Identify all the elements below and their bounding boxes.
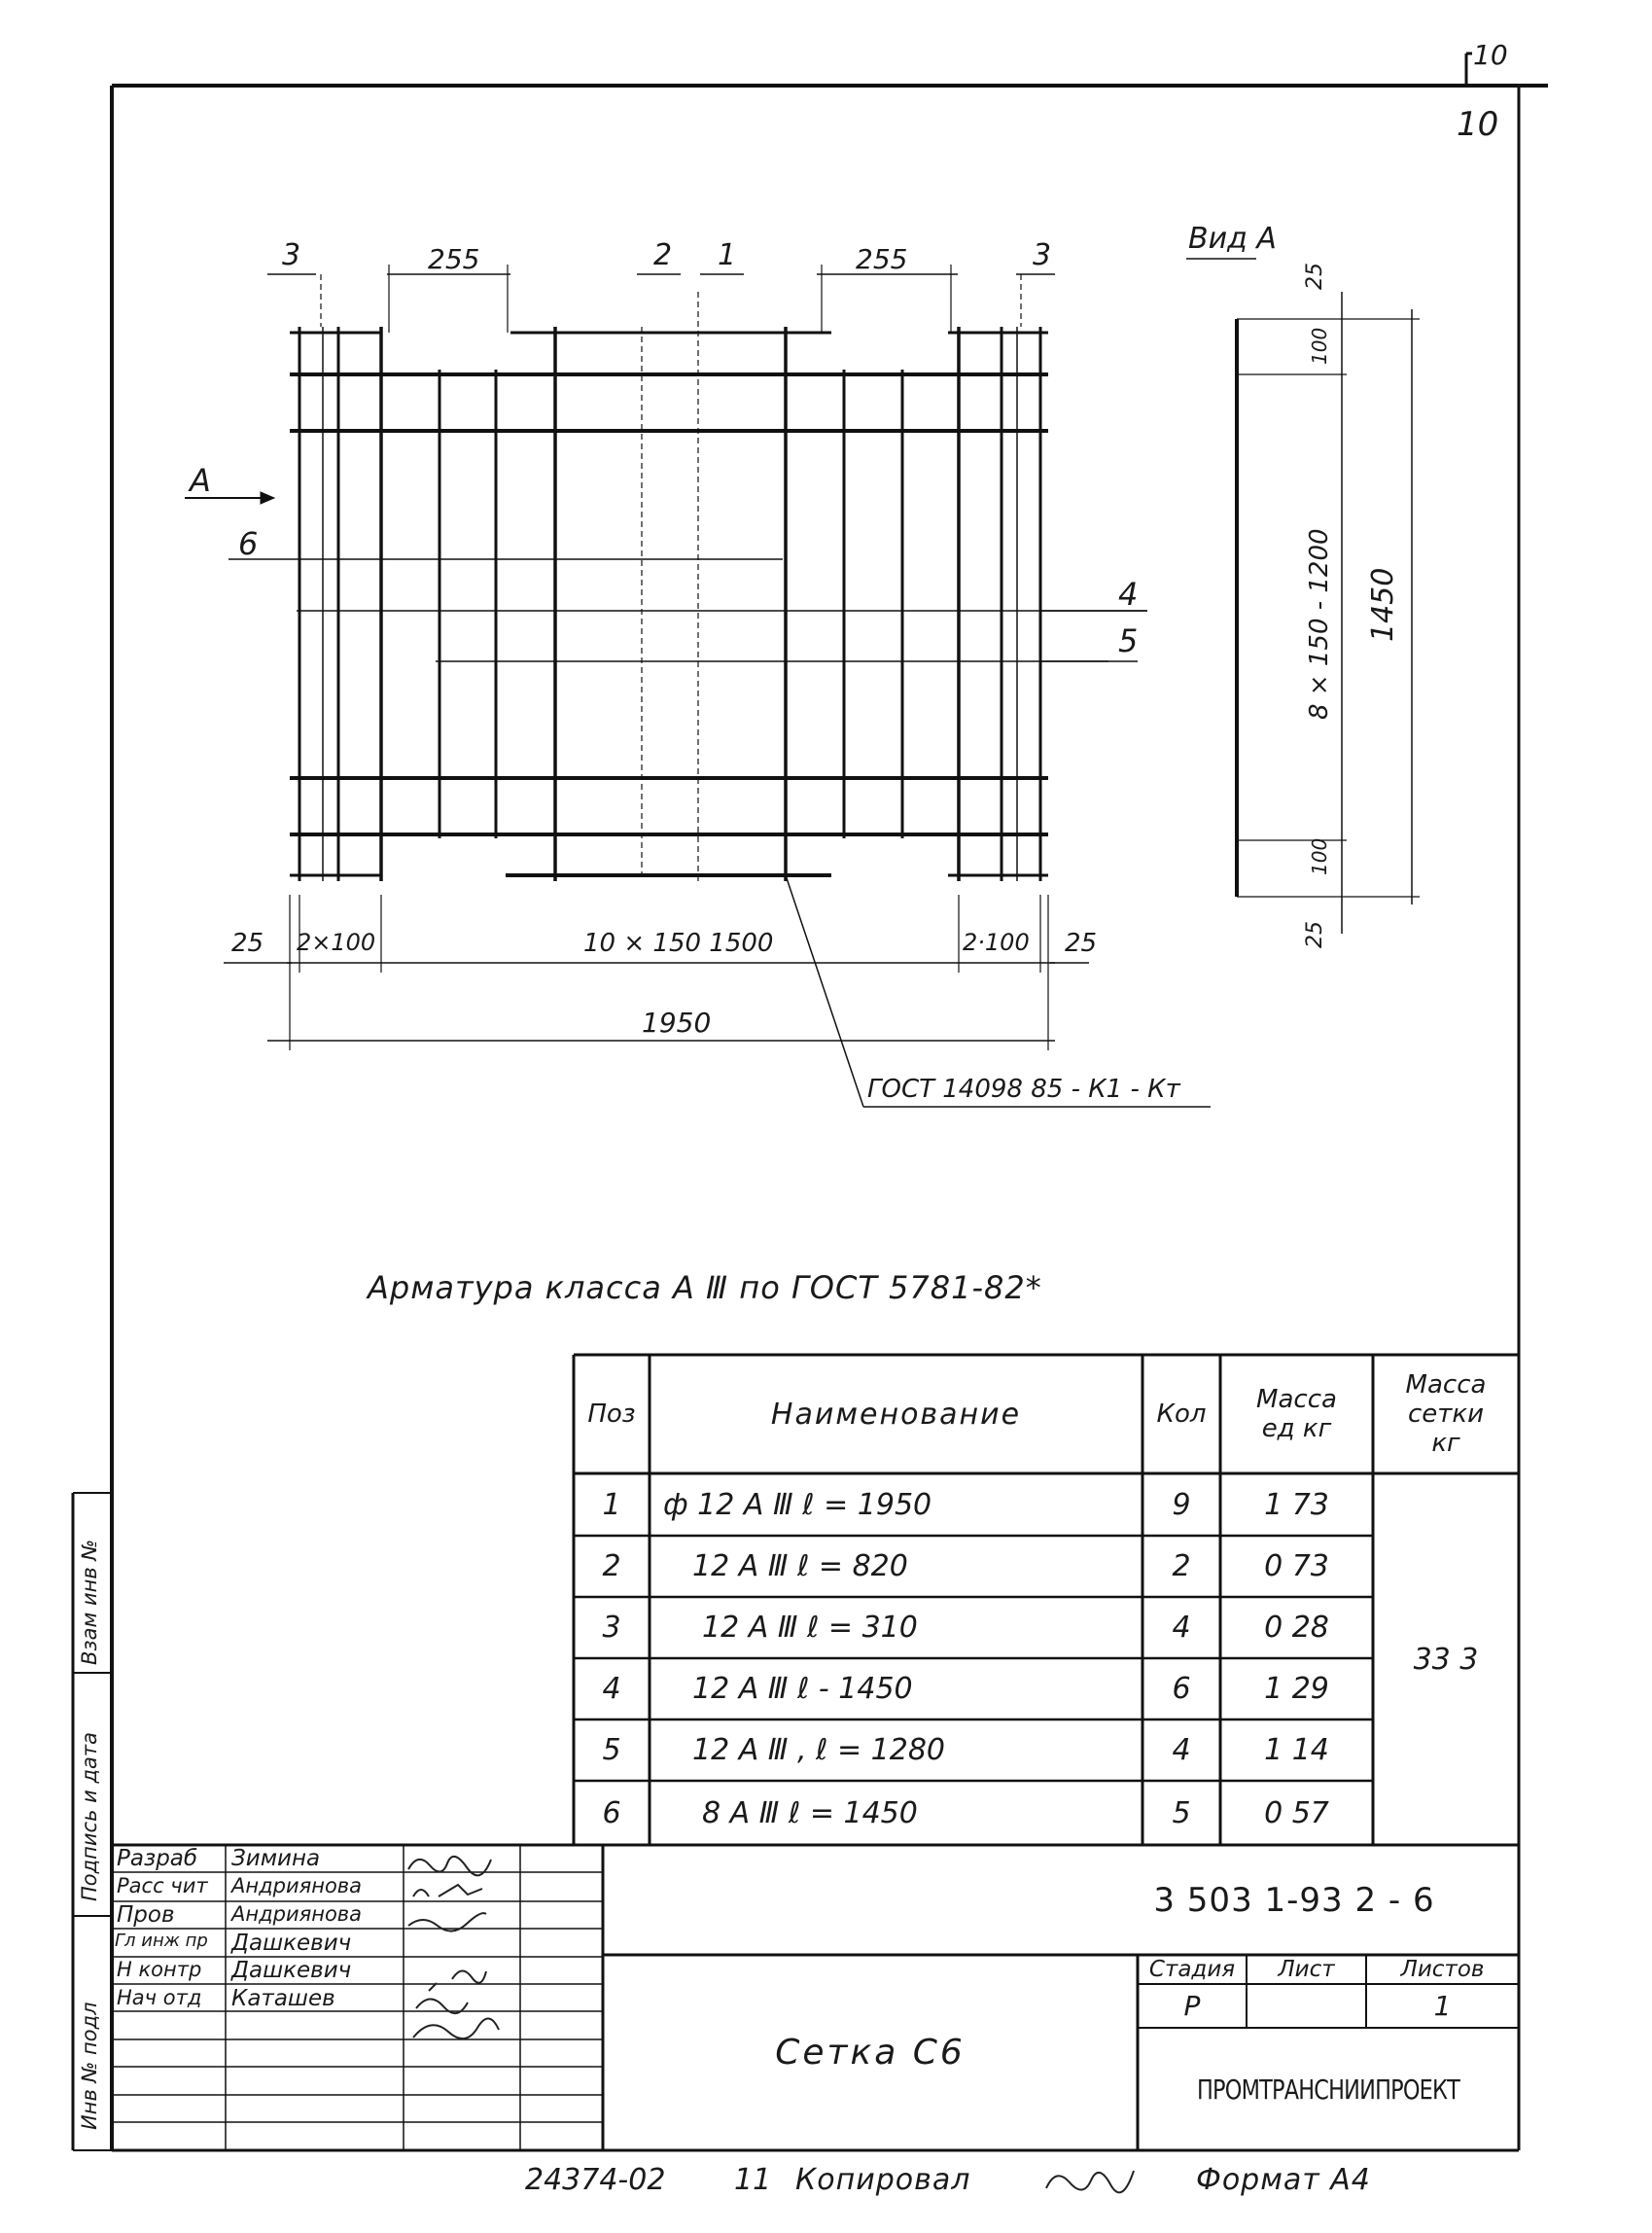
row-2-qty: 2 — [1172, 1549, 1191, 1583]
dim-25-left: 25 — [231, 929, 264, 958]
row-3-pos: 3 — [602, 1611, 621, 1645]
row-4-name: 12 А Ⅲ ℓ - 1450 — [692, 1672, 913, 1706]
header-mesh-mass: Масса сетки кг — [1405, 1370, 1487, 1458]
row-5-mass: 1 14 — [1264, 1733, 1329, 1767]
organization-name: ПРОМТРАНСНИИПРОЕКТ — [1197, 2073, 1459, 2106]
row-3-qty: 4 — [1172, 1611, 1191, 1645]
name-calculator: Андриянова — [231, 1874, 363, 1897]
row-5-qty: 4 — [1172, 1733, 1191, 1767]
stage-value: Р — [1183, 1990, 1201, 2022]
row-4-qty: 6 — [1172, 1672, 1191, 1706]
view-arrow-label: А — [190, 462, 211, 499]
row-6-mass: 0 57 — [1264, 1795, 1329, 1830]
mesh-mass-value: 33 3 — [1413, 1642, 1479, 1677]
dim-255-right: 255 — [856, 243, 908, 275]
row-6-qty: 5 — [1172, 1795, 1191, 1830]
position-1-label: 1 — [718, 238, 737, 272]
footer-marker: 11 — [734, 2163, 772, 2197]
header-pos: Поз — [587, 1400, 636, 1429]
side-dim-100-top: 100 — [1308, 327, 1331, 365]
row-5-name: 12 А Ⅲ , ℓ = 1280 — [692, 1733, 946, 1767]
name-checker: Андриянова — [231, 1902, 363, 1926]
dim-25-right: 25 — [1065, 929, 1098, 958]
position-2-label: 2 — [653, 238, 673, 272]
row-3-mass: 0 28 — [1264, 1611, 1329, 1645]
sheets-header: Листов — [1400, 1957, 1485, 1982]
side-stamp-inv-podl: Инв № подл — [78, 2002, 101, 2130]
role-department-head: Нач отд — [117, 1986, 202, 2009]
row-6-pos: 6 — [602, 1795, 621, 1830]
side-stamp-vzam-inv: Взам инв № — [78, 1539, 101, 1665]
copied-label: Копировал — [795, 2163, 971, 2197]
document-code: 3 503 1-93 2 - 6 — [1153, 1880, 1435, 1920]
row-1-pos: 1 — [602, 1487, 621, 1522]
row-5-pos: 5 — [602, 1733, 621, 1767]
position-5-label: 5 — [1118, 622, 1139, 659]
dim-2x100-right: 2·100 — [963, 929, 1030, 956]
row-1-qty: 9 — [1172, 1487, 1191, 1522]
row-1-name: ф 12 А Ⅲ ℓ = 1950 — [663, 1487, 932, 1522]
row-3-name: 12 А Ⅲ ℓ = 310 — [702, 1611, 918, 1645]
role-norm-control: Н контр — [117, 1958, 202, 1981]
side-dim-25-bottom: 25 — [1303, 921, 1327, 948]
dim-255-left: 255 — [428, 243, 480, 275]
position-6-label: 6 — [238, 525, 259, 562]
copier-signature — [1040, 2161, 1138, 2200]
row-2-mass: 0 73 — [1264, 1549, 1329, 1583]
side-dim-1450: 1450 — [1366, 567, 1400, 642]
reinforcement-note: Арматура класса А Ⅲ по ГОСТ 5781-82* — [368, 1269, 1042, 1306]
sheets-value: 1 — [1433, 1990, 1452, 2022]
position-4-label: 4 — [1118, 576, 1139, 613]
name-developer: Зимина — [231, 1846, 321, 1871]
row-4-pos: 4 — [602, 1672, 621, 1706]
view-a-title: Вид А — [1188, 222, 1277, 256]
side-dim-25-top: 25 — [1303, 263, 1327, 290]
dim-2x100-left: 2×100 — [297, 929, 376, 956]
dim-1950: 1950 — [642, 1007, 712, 1039]
stage-header: Стадия — [1148, 1957, 1236, 1982]
header-unit-mass: Масса ед кг — [1256, 1385, 1337, 1443]
header-qty: Кол — [1156, 1400, 1207, 1429]
row-1-mass: 1 73 — [1264, 1487, 1329, 1522]
sheet-value — [1247, 1984, 1366, 2028]
sheet-top-number: 10 — [1473, 39, 1508, 71]
position-3-label: 3 — [282, 238, 301, 272]
row-6-name: 8 А Ⅲ ℓ = 1450 — [702, 1795, 918, 1830]
format-label: Формат А4 — [1196, 2163, 1371, 2197]
name-norm-control: Дашкевич — [231, 1958, 352, 1983]
row-4-mass: 1 29 — [1264, 1672, 1329, 1706]
gost-callout: ГОСТ 14098 85 - К1 - Кт — [867, 1075, 1180, 1104]
side-stamp-signature-date: Подпись и дата — [78, 1732, 101, 1901]
archive-number: 24374-02 — [525, 2163, 666, 2197]
name-chief-engineer: Дашкевич — [231, 1931, 352, 1956]
name-department-head: Каташев — [231, 1986, 335, 2011]
sheet-number: 10 — [1457, 105, 1499, 144]
row-2-pos: 2 — [602, 1549, 621, 1583]
row-2-name: 12 А Ⅲ ℓ = 820 — [692, 1549, 908, 1583]
mesh-plan — [185, 265, 1211, 1107]
sheet-header: Лист — [1278, 1957, 1335, 1982]
drawing-title: Сетка С6 — [775, 2033, 966, 2073]
header-name: Наименование — [770, 1397, 1022, 1432]
dim-10x150: 10 × 150 1500 — [583, 929, 774, 958]
role-developer: Разраб — [117, 1846, 198, 1871]
role-calculator: Расс чит — [117, 1874, 208, 1897]
side-dim-8x150: 8 × 150 - 1200 — [1305, 528, 1334, 720]
role-chief-engineer: Гл инж пр — [115, 1931, 208, 1951]
position-3-right-label: 3 — [1033, 238, 1052, 272]
role-checker: Пров — [117, 1902, 175, 1928]
side-dim-100-bottom: 100 — [1308, 837, 1331, 875]
